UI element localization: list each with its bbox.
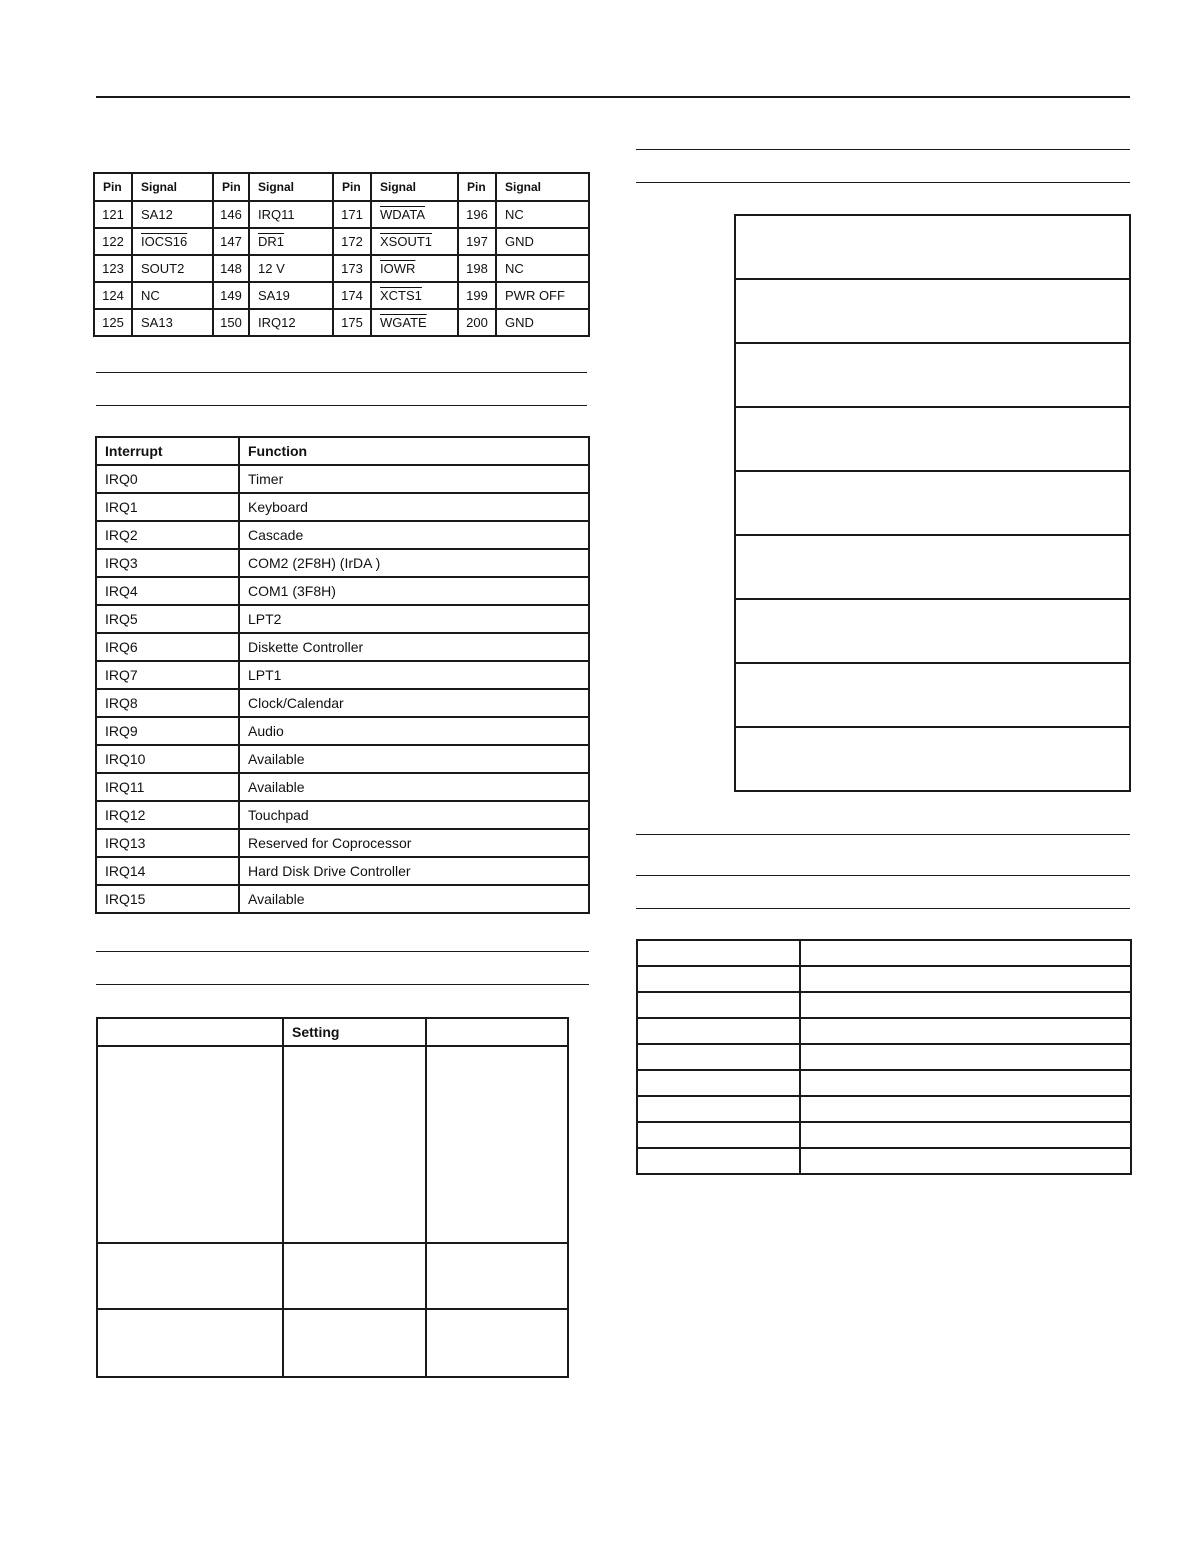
irq-table-header-row — [96, 437, 589, 465]
signal-name: GND — [505, 315, 534, 330]
signal-name-cell — [132, 228, 213, 255]
function-cell: Touchpad — [239, 801, 589, 829]
pin-number: 147 — [220, 234, 242, 249]
table-cell — [426, 1046, 568, 1243]
table-row — [735, 215, 1130, 279]
table-row — [96, 465, 589, 493]
signal-name-cell — [371, 201, 458, 228]
pin-number: 146 — [220, 207, 242, 222]
interrupt-cell: IRQ13 — [96, 829, 239, 857]
function-cell: LPT1 — [239, 661, 589, 689]
signal-name-cell — [132, 201, 213, 228]
pin-number-cell — [333, 228, 371, 255]
signal-name-cell — [371, 255, 458, 282]
table-cell — [800, 940, 1131, 966]
pin-number-cell — [333, 201, 371, 228]
pin-number-cell — [458, 255, 496, 282]
interrupt-table — [95, 436, 590, 914]
table-row — [96, 521, 589, 549]
table-row — [735, 727, 1130, 791]
pin-number-cell — [94, 255, 132, 282]
table-cell — [97, 1309, 283, 1377]
table-cell — [735, 727, 1130, 791]
table-cell — [637, 940, 800, 966]
setting-table — [96, 1017, 569, 1378]
function-col-header: Function — [239, 437, 589, 465]
signal-name: XCTS1 — [380, 288, 422, 303]
signal-name-cell — [249, 228, 333, 255]
pin-number-cell — [458, 228, 496, 255]
table-cell — [283, 1243, 426, 1309]
right-grid-caption-rule-2 — [636, 875, 1130, 876]
interrupt-cell: IRQ12 — [96, 801, 239, 829]
table-cell — [637, 1122, 800, 1148]
pin-number: 175 — [341, 315, 363, 330]
pin-col-header: Pin — [333, 173, 371, 201]
interrupt-cell: IRQ1 — [96, 493, 239, 521]
signal-name-cell — [249, 201, 333, 228]
table-cell — [735, 279, 1130, 343]
table-row — [637, 1018, 1131, 1044]
irq-caption-rule-top — [96, 372, 587, 373]
function-cell: COM2 (2F8H) (IrDA ) — [239, 549, 589, 577]
signal-col-header: Signal — [496, 173, 589, 201]
function-cell: Reserved for Coprocessor — [239, 829, 589, 857]
signal-name: SA12 — [141, 207, 173, 222]
pin-col-header: Pin — [458, 173, 496, 201]
signal-name: GND — [505, 234, 534, 249]
signal-name: NC — [505, 207, 524, 222]
table-row — [96, 857, 589, 885]
setting-col1-header — [97, 1018, 283, 1046]
table-row — [637, 1148, 1131, 1174]
right-caption-rule-top — [636, 149, 1130, 150]
pin-number-cell — [458, 201, 496, 228]
pin-number-cell — [213, 309, 249, 336]
function-cell: Timer — [239, 465, 589, 493]
irq-caption-rule-bottom — [96, 405, 587, 406]
table-cell — [800, 1044, 1131, 1070]
setting-caption-rule-bottom — [96, 984, 589, 985]
signal-name: SOUT2 — [141, 261, 185, 276]
function-cell: Available — [239, 885, 589, 913]
function-cell: COM1 (3F8H) — [239, 577, 589, 605]
setting-caption-rule-top — [96, 951, 589, 952]
signal-name: WGATE — [380, 315, 427, 330]
table-cell — [800, 1018, 1131, 1044]
signal-name: IRQ12 — [258, 315, 296, 330]
pin-number: 121 — [102, 207, 124, 222]
pin-table-header-row — [94, 173, 589, 201]
signal-name-cell — [132, 255, 213, 282]
signal-name-cell — [496, 201, 589, 228]
table-row — [637, 1096, 1131, 1122]
interrupt-cell: IRQ9 — [96, 717, 239, 745]
signal-name: 12 V — [258, 261, 285, 276]
pin-number: 149 — [220, 288, 242, 303]
table-row — [735, 343, 1130, 407]
table-row — [96, 605, 589, 633]
table-row — [97, 1243, 568, 1309]
interrupt-cell: IRQ0 — [96, 465, 239, 493]
signal-name-cell — [496, 255, 589, 282]
right-grid-table — [636, 939, 1132, 1175]
right-grid-caption-rule-3 — [636, 908, 1130, 909]
table-cell — [283, 1309, 426, 1377]
table-cell — [800, 1070, 1131, 1096]
interrupt-cell: IRQ8 — [96, 689, 239, 717]
table-cell — [800, 1148, 1131, 1174]
setting-col2-header: Setting — [283, 1018, 426, 1046]
signal-name: DR1 — [258, 234, 285, 249]
pin-number-cell — [94, 201, 132, 228]
table-row — [637, 940, 1131, 966]
right-box-table — [734, 214, 1131, 792]
pin-number: 171 — [341, 207, 363, 222]
pin-number: 173 — [341, 261, 363, 276]
pin-signal-table — [93, 172, 590, 337]
table-row — [94, 309, 589, 336]
setting-table-header-row — [97, 1018, 568, 1046]
pin-number: 172 — [341, 234, 363, 249]
table-row — [637, 966, 1131, 992]
function-cell: Diskette Controller — [239, 633, 589, 661]
signal-name-cell — [249, 255, 333, 282]
table-row — [637, 1122, 1131, 1148]
table-row — [96, 885, 589, 913]
table-row — [97, 1309, 568, 1377]
pin-number: 125 — [102, 315, 124, 330]
signal-name-cell — [371, 228, 458, 255]
signal-col-header: Signal — [132, 173, 213, 201]
signal-name: IOCS16 — [141, 234, 188, 249]
table-cell — [637, 1096, 800, 1122]
right-grid-caption-rule-1 — [636, 834, 1130, 835]
table-cell — [637, 1044, 800, 1070]
table-row — [96, 773, 589, 801]
signal-col-header: Signal — [249, 173, 333, 201]
signal-name-cell — [496, 282, 589, 309]
pin-number-cell — [333, 282, 371, 309]
table-row — [96, 577, 589, 605]
pin-col-header: Pin — [94, 173, 132, 201]
page-header-rule — [96, 96, 1130, 98]
table-row — [735, 407, 1130, 471]
function-cell: Keyboard — [239, 493, 589, 521]
table-cell — [637, 1018, 800, 1044]
table-row — [637, 1044, 1131, 1070]
signal-name: XSOUT1 — [380, 234, 433, 249]
pin-number: 197 — [466, 234, 488, 249]
table-row — [637, 992, 1131, 1018]
interrupt-cell: IRQ7 — [96, 661, 239, 689]
table-cell — [735, 663, 1130, 727]
table-cell — [800, 1096, 1131, 1122]
function-cell: Clock/Calendar — [239, 689, 589, 717]
table-cell — [637, 1070, 800, 1096]
table-cell — [735, 343, 1130, 407]
interrupt-cell: IRQ11 — [96, 773, 239, 801]
pin-number-cell — [213, 201, 249, 228]
table-cell — [800, 992, 1131, 1018]
signal-name: IRQ11 — [258, 207, 295, 222]
table-cell — [426, 1243, 568, 1309]
pin-number-cell — [94, 282, 132, 309]
table-row — [94, 255, 589, 282]
signal-name-cell — [249, 309, 333, 336]
signal-name: NC — [505, 261, 524, 276]
signal-name-cell — [496, 309, 589, 336]
table-row — [96, 717, 589, 745]
signal-name: SA19 — [258, 288, 290, 303]
function-cell: Available — [239, 773, 589, 801]
interrupt-cell: IRQ14 — [96, 857, 239, 885]
table-row — [96, 493, 589, 521]
interrupt-cell: IRQ6 — [96, 633, 239, 661]
pin-number-cell — [213, 255, 249, 282]
signal-name: SA13 — [141, 315, 173, 330]
table-cell — [735, 471, 1130, 535]
table-cell — [735, 535, 1130, 599]
function-cell: Audio — [239, 717, 589, 745]
table-cell — [735, 407, 1130, 471]
pin-number-cell — [333, 309, 371, 336]
pin-number: 174 — [341, 288, 363, 303]
pin-col-header: Pin — [213, 173, 249, 201]
table-cell — [426, 1309, 568, 1377]
table-row — [96, 633, 589, 661]
signal-name-cell — [371, 282, 458, 309]
table-row — [94, 282, 589, 309]
table-row — [96, 549, 589, 577]
pin-number-cell — [213, 282, 249, 309]
pin-number: 199 — [466, 288, 488, 303]
interrupt-cell: IRQ15 — [96, 885, 239, 913]
pin-number: 124 — [102, 288, 124, 303]
pin-number: 122 — [102, 234, 124, 249]
table-cell — [283, 1046, 426, 1243]
pin-number: 148 — [220, 261, 242, 276]
table-cell — [637, 992, 800, 1018]
signal-name: NC — [141, 288, 160, 303]
function-cell: Hard Disk Drive Controller — [239, 857, 589, 885]
signal-name-cell — [132, 309, 213, 336]
table-row — [735, 663, 1130, 727]
table-cell — [637, 1148, 800, 1174]
table-cell — [637, 966, 800, 992]
table-cell — [800, 1122, 1131, 1148]
pin-number: 198 — [466, 261, 488, 276]
interrupt-cell: IRQ4 — [96, 577, 239, 605]
right-caption-rule-bottom — [636, 182, 1130, 183]
pin-number-cell — [458, 309, 496, 336]
pin-number: 200 — [466, 315, 488, 330]
signal-name-cell — [371, 309, 458, 336]
setting-col3-header — [426, 1018, 568, 1046]
pin-number: 196 — [466, 207, 488, 222]
table-cell — [97, 1243, 283, 1309]
interrupt-cell: IRQ10 — [96, 745, 239, 773]
table-row — [94, 228, 589, 255]
signal-name: IOWR — [380, 261, 416, 276]
table-cell — [97, 1046, 283, 1243]
pin-number-cell — [94, 228, 132, 255]
table-row — [735, 599, 1130, 663]
signal-name-cell — [132, 282, 213, 309]
pin-number: 123 — [102, 261, 124, 276]
table-cell — [735, 599, 1130, 663]
signal-col-header: Signal — [371, 173, 458, 201]
signal-name: PWR OFF — [505, 288, 565, 303]
table-row — [96, 801, 589, 829]
function-cell: Available — [239, 745, 589, 773]
interrupt-col-header: Interrupt — [96, 437, 239, 465]
signal-name-cell — [496, 228, 589, 255]
pin-number-cell — [94, 309, 132, 336]
table-row — [96, 661, 589, 689]
signal-name: WDATA — [380, 207, 426, 222]
signal-name-cell — [249, 282, 333, 309]
function-cell: LPT2 — [239, 605, 589, 633]
table-row — [96, 689, 589, 717]
table-row — [96, 829, 589, 857]
table-row — [735, 279, 1130, 343]
table-row — [97, 1046, 568, 1243]
pin-number-cell — [213, 228, 249, 255]
interrupt-cell: IRQ2 — [96, 521, 239, 549]
function-cell: Cascade — [239, 521, 589, 549]
table-row — [96, 745, 589, 773]
pin-number-cell — [333, 255, 371, 282]
interrupt-cell: IRQ5 — [96, 605, 239, 633]
table-cell — [800, 966, 1131, 992]
table-row — [94, 201, 589, 228]
table-row — [735, 535, 1130, 599]
table-row — [637, 1070, 1131, 1096]
table-row — [735, 471, 1130, 535]
pin-number: 150 — [220, 315, 242, 330]
interrupt-cell: IRQ3 — [96, 549, 239, 577]
table-cell — [735, 215, 1130, 279]
pin-number-cell — [458, 282, 496, 309]
